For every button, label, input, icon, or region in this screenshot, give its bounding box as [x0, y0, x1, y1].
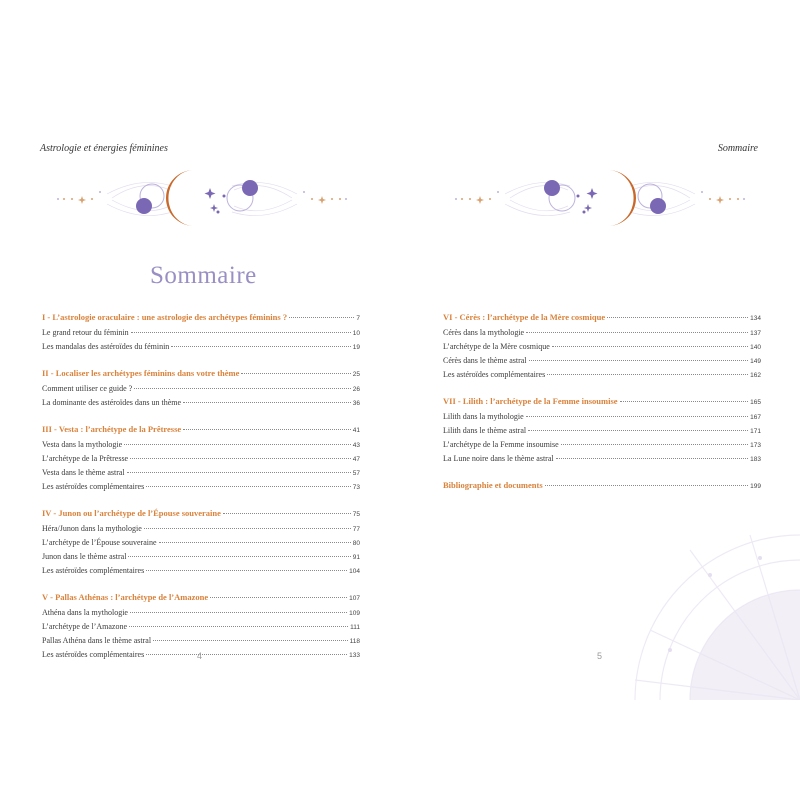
toc-chapter-entry[interactable]: II - Localiser les archétypes féminins dans votre thème 25 — [42, 368, 360, 378]
toc-chapter-entry[interactable]: V - Pallas Athénas : l’archétype de l’Amazone 107 — [42, 592, 360, 602]
toc-section — [42, 366, 360, 410]
toc-chapter-entry[interactable]: I - L’astrologie oraculaire : une astrologie des archétypes féminins ? 7 — [42, 312, 360, 322]
toc-entry[interactable]: L’archétype de la Prêtresse 47 — [42, 454, 360, 463]
page-title: Sommaire — [150, 262, 257, 289]
toc-entry[interactable]: Comment utiliser ce guide ? 26 — [42, 384, 360, 393]
celestial-ornament-icon — [52, 168, 352, 228]
toc-entry[interactable]: L’archétype de l’Amazone 111 — [42, 622, 360, 631]
toc-section — [42, 310, 360, 354]
toc-entry[interactable]: Les astéroïdes complémentaires 133 — [42, 650, 360, 659]
running-head: Sommaire — [717, 143, 758, 154]
toc-entry[interactable]: L’archétype de la Femme insoumise 173 — [443, 440, 761, 449]
toc-entry[interactable]: Junon dans le thème astral 91 — [42, 552, 360, 561]
page-number: 5 — [597, 651, 603, 661]
toc-entry[interactable]: La Lune noire dans le thème astral 183 — [443, 454, 761, 463]
toc-entry[interactable]: Le grand retour du féminin 10 — [42, 328, 360, 337]
toc-entry[interactable]: Héra/Junon dans la mythologie 77 — [42, 524, 360, 533]
toc-entry[interactable]: L’archétype de la Mère cosmique 140 — [443, 342, 761, 351]
page-number: 4 — [197, 651, 203, 661]
toc-chapter-entry[interactable]: III - Vesta : l’archétype de la Prêtresse 41 — [42, 424, 360, 434]
toc-section — [443, 394, 761, 466]
celestial-ornament-icon — [450, 168, 750, 228]
zodiac-wheel-watermark-icon — [630, 530, 800, 700]
right-page — [400, 0, 800, 800]
table-of-contents — [42, 310, 360, 674]
toc-chapter-entry[interactable]: IV - Junon ou l’archétype de l’Épouse souveraine 75 — [42, 508, 360, 518]
toc-entry[interactable]: La dominante des astéroïdes dans un thème 36 — [42, 398, 360, 407]
toc-entry[interactable]: Cérès dans le thème astral 149 — [443, 356, 761, 365]
toc-entry[interactable]: Lilith dans la mythologie 167 — [443, 412, 761, 421]
toc-entry[interactable]: Pallas Athéna dans le thème astral 118 — [42, 636, 360, 645]
toc-section — [42, 506, 360, 578]
running-head: Astrologie et énergies féminines — [40, 143, 168, 154]
toc-entry[interactable]: Les mandalas des astéroïdes du féminin 19 — [42, 342, 360, 351]
toc-entry[interactable]: Les astéroïdes complémentaires 162 — [443, 370, 761, 379]
toc-entry[interactable]: Vesta dans le thème astral 57 — [42, 468, 360, 477]
toc-entry[interactable]: Athéna dans la mythologie 109 — [42, 608, 360, 617]
table-of-contents — [443, 310, 761, 506]
toc-entry[interactable]: Vesta dans la mythologie 43 — [42, 440, 360, 449]
toc-entry[interactable]: Les astéroïdes complémentaires 104 — [42, 566, 360, 575]
toc-entry[interactable]: Lilith dans le thème astral 171 — [443, 426, 761, 435]
toc-entry[interactable]: L’archétype de l’Épouse souveraine 80 — [42, 538, 360, 547]
toc-section — [42, 422, 360, 494]
toc-chapter-entry[interactable]: VI - Cérès : l’archétype de la Mère cosmique 134 — [443, 312, 761, 322]
toc-chapter-entry[interactable]: VII - Lilith : l’archétype de la Femme insoumise 165 — [443, 396, 761, 406]
toc-section — [443, 310, 761, 382]
toc-chapter-entry[interactable]: Bibliographie et documents 199 — [443, 480, 761, 490]
toc-section — [443, 478, 761, 494]
toc-entry[interactable]: Les astéroïdes complémentaires 73 — [42, 482, 360, 491]
toc-entry[interactable]: Cérès dans la mythologie 137 — [443, 328, 761, 337]
